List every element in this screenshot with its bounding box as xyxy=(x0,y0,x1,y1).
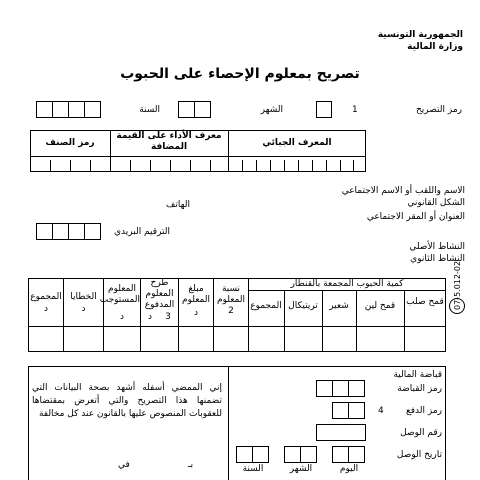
day-label: اليوم xyxy=(339,464,359,474)
due-unit: د xyxy=(119,312,124,322)
penalty-unit: د xyxy=(81,304,86,314)
day-box-2[interactable] xyxy=(332,446,349,463)
triticale-header: تريتيكال xyxy=(288,301,318,311)
payment-code-label: رمز الدفع xyxy=(405,406,442,416)
office-code-box-1[interactable] xyxy=(316,380,333,397)
postal-box-3[interactable] xyxy=(68,223,85,240)
due-header: المعلوم المستوجب xyxy=(99,284,140,305)
declaration-code-label: رمز التصريح xyxy=(415,105,462,115)
office-code-box-2[interactable] xyxy=(332,380,349,397)
name-label: الاسم واللقب أو الاسم الاجتماعي xyxy=(341,186,465,196)
main-activity-label: النشاط الأصلي xyxy=(409,242,465,252)
month-box-1[interactable] xyxy=(178,101,195,118)
total-header: المجموع xyxy=(30,292,62,302)
receipt-date-label: تاريخ الوصل xyxy=(396,450,442,460)
date-month-label: الشهر xyxy=(289,464,313,474)
quantity-total-header: المجموع xyxy=(250,301,282,311)
postal-box-1[interactable] xyxy=(36,223,53,240)
paid-unit: د xyxy=(147,312,152,322)
tax-id-label: المعرف الجبائي xyxy=(262,138,332,148)
paid-header: طرح المعلوم المدفوع xyxy=(144,278,175,310)
total-unit: د xyxy=(43,304,48,314)
form-title: تصريح بمعلوم الإحصاء على الحبوب xyxy=(120,66,360,82)
vat-id-label: معرف الأداء على القيمة المضافة xyxy=(116,131,222,152)
date-month-box-1[interactable] xyxy=(300,446,317,463)
postal-box-2[interactable] xyxy=(52,223,69,240)
payment-code-note: 4 xyxy=(378,406,384,416)
postal-code-label: الترقيم البريدي xyxy=(114,227,170,237)
legal-form-label: الشكل القانوني xyxy=(407,198,465,208)
date-month-box-2[interactable] xyxy=(284,446,301,463)
amount-header: مبلغ المعلوم xyxy=(182,284,210,305)
soft-wheat-header: قمح لين xyxy=(364,301,396,311)
on-label: في xyxy=(118,460,130,470)
phone-label: الهاتف xyxy=(166,200,190,210)
secondary-activity-label: النشاط الثانوي xyxy=(410,254,465,264)
at-label: بـ xyxy=(188,460,194,470)
paid-note: 3 xyxy=(165,312,171,322)
receipt-number-field[interactable] xyxy=(316,424,366,441)
form-code: 07-5.012-02 xyxy=(453,260,462,310)
office-code-box-3[interactable] xyxy=(348,380,365,397)
date-year-box-1[interactable] xyxy=(236,446,253,463)
year-box-3[interactable] xyxy=(68,101,85,118)
amount-unit: د xyxy=(193,308,198,318)
receipt-number-label: رقم الوصل xyxy=(400,428,442,438)
grain-quantity-header: كمية الحبوب المجمعة بالقنطار xyxy=(290,279,404,289)
date-year-box-2[interactable] xyxy=(252,446,269,463)
payment-code-box-2[interactable] xyxy=(348,402,365,419)
tax-office-label: قباضة المالية xyxy=(393,370,442,380)
declaration-code-value: 1 xyxy=(352,105,358,115)
republic-label: الجمهورية التونسية xyxy=(377,30,463,40)
ministry-label: وزارة المالية xyxy=(407,42,463,52)
penalty-header: الخطايا xyxy=(70,292,97,302)
declaration-code-box[interactable] xyxy=(316,101,332,118)
year-box-4[interactable] xyxy=(84,101,101,118)
year-label: السنة xyxy=(139,105,160,115)
address-label: العنوان أو المقر الاجتماعي xyxy=(366,212,465,222)
year-box-2[interactable] xyxy=(52,101,69,118)
month-label: الشهر xyxy=(260,105,283,115)
day-box-1[interactable] xyxy=(348,446,365,463)
barley-header: شعير xyxy=(329,301,349,311)
date-year-label: السنة xyxy=(242,464,264,474)
category-code-label: رمز الصنف xyxy=(45,138,95,148)
month-box-2[interactable] xyxy=(194,101,211,118)
rate-header: نسبة المعلوم xyxy=(217,284,245,305)
stamp-icon xyxy=(449,298,465,314)
rate-note: 2 xyxy=(228,306,234,316)
year-box-1[interactable] xyxy=(36,101,53,118)
postal-box-4[interactable] xyxy=(84,223,101,240)
payment-code-box-1[interactable] xyxy=(332,402,349,419)
office-code-label: رمز القباضة xyxy=(397,384,442,394)
attestation-text: إني الممضي أسفله أشهد بصحة البيانات التي تضمنها هذا التصريح والتي أتعرض بمقتضاها للعقوبات المنصوص عليها بالقانون عند كل مخالفة xyxy=(32,383,222,419)
durum-wheat-header: قمح صلب xyxy=(406,297,444,307)
